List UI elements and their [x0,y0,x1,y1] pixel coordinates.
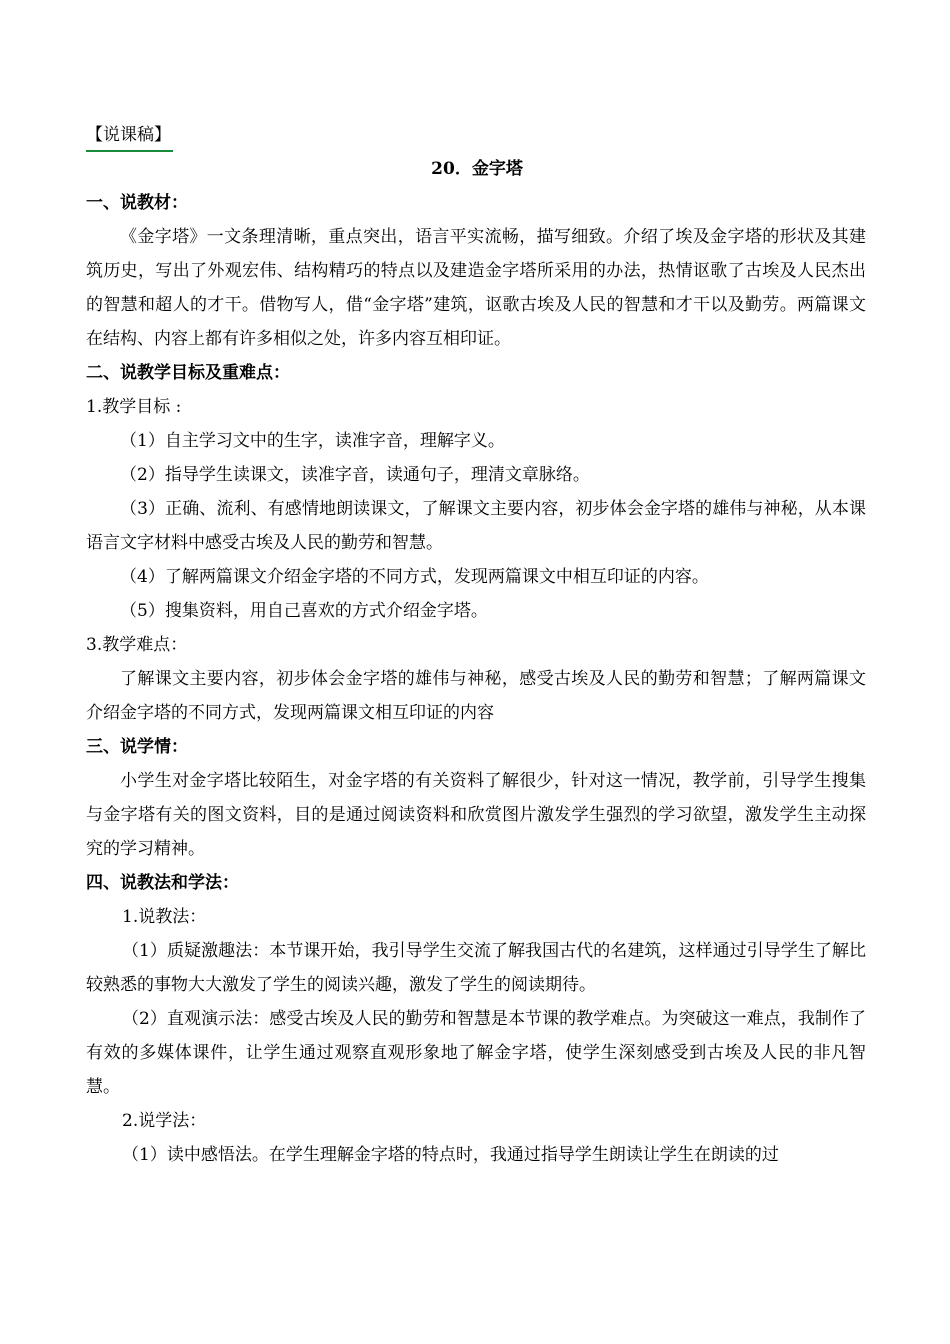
learn-method-label: 2.说学法： [122,1111,207,1131]
goal-item: （3）正确、流利、有感情地朗读课文，了解课文主要内容，初步体会金字塔的雄伟与神秘，从本课语言文字材料中感受古埃及人民的勤劳和智慧。 [86,499,866,553]
textbook-paragraph: 《金字塔》一文条理清晰，重点突出，语言平实流畅，描写细致。介绍了埃及金字塔的形状及其建筑历史，写出了外观宏伟、结构精巧的特点以及建造金字塔所采用的办法，热情讴歌了古埃及人民杰出的智慧和超人的才干。借物写人，借“金字塔”建筑，讴歌古埃及人民的智慧和才干以及勤劳。两篇课文在结构、内容上都有许多相似之处，许多内容互相印证。 [86,227,866,349]
goal-item: （5）搜集资料，用自己喜欢的方式介绍金字塔。 [120,601,488,621]
difficulty-paragraph: 了解课文主要内容，初步体会金字塔的雄伟与神秘，感受古埃及人民的勤劳和智慧；了解两篇课文介绍金字塔的不同方式，发现两篇课文相互印证的内容 [86,669,866,723]
goal-item: （1）自主学习文中的生字，读准字音，理解字义。 [120,431,505,451]
lesson-type-tag: 【说课稿】 [86,118,173,152]
teach-method-item: （1）质疑激趣法：本节课开始，我引导学生交流了解我国古代的名建筑，这样通过引导学生了解比较熟悉的事物大大激发了学生的阅读兴趣，激发了学生的阅读期待。 [86,941,866,995]
goal-item: （2）指导学生读课文，读准字音，读通句子，理清文章脉络。 [120,465,590,485]
document-page [86,118,866,1172]
students-paragraph: 小学生对金字塔比较陌生，对金字塔的有关资料了解很少，针对这一情况，教学前，引导学生搜集与金字塔有关的图文资料，目的是通过阅读资料和欣赏图片激发学生强烈的学习欲望，激发学生主动探究的学习精神。 [86,771,866,859]
tag-line [86,118,866,152]
section-heading-methods: 四、说教法和学法： [86,873,239,893]
document-title: 20．金字塔 [431,159,523,179]
goal-item: （4）了解两篇课文介绍金字塔的不同方式，发现两篇课文中相互印证的内容。 [120,567,709,587]
section-heading-goals: 二、说教学目标及重难点： [86,363,290,383]
learn-method-item: （1）读中感悟法。在学生理解金字塔的特点时，我通过指导学生朗读让学生在朗读的过 [122,1145,779,1165]
teach-method-label: 1.说教法： [122,907,207,927]
section-heading-students: 三、说学情： [86,737,188,757]
section-heading-textbook: 一、说教材： [86,193,188,213]
difficulty-label: 3.教学难点： [86,635,188,655]
goals-label: 1.教学目标 : [86,397,182,417]
teach-method-item: （2）直观演示法：感受古埃及人民的勤劳和智慧是本节课的教学难点。为突破这一难点，我制作了有效的多媒体课件，让学生通过观察直观形象地了解金字塔，使学生深刻感受到古埃及人民的非凡智慧。 [86,1009,866,1097]
